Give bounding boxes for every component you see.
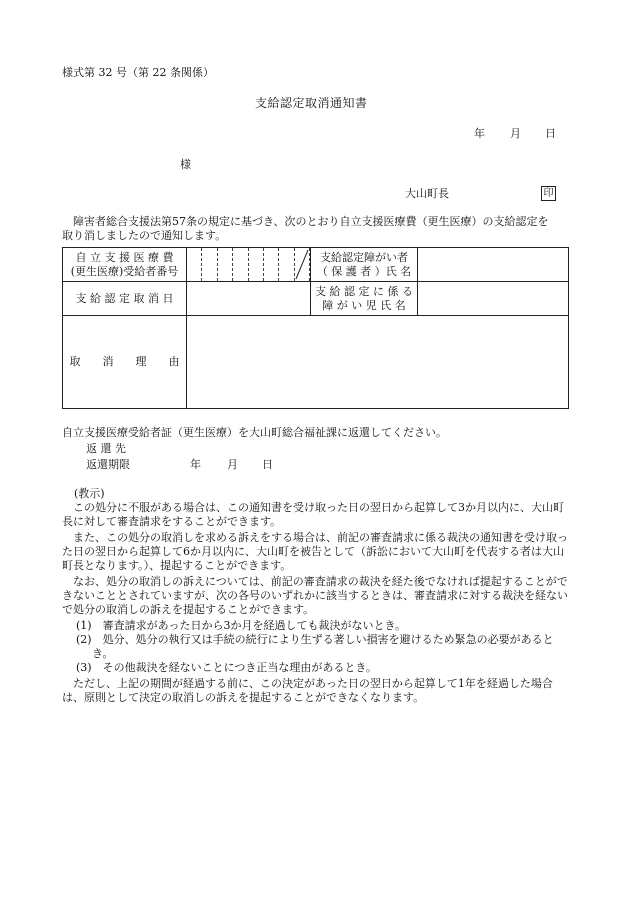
return-to-label: 返 還 先 <box>86 442 126 455</box>
date-year: 年 <box>474 127 485 140</box>
return-deadline-label: 返還期限 <box>86 458 130 471</box>
guardian-name-label <box>311 248 418 282</box>
recipient-no-cells <box>187 248 311 282</box>
guardian-name-value <box>418 248 569 282</box>
seal-mark: 印 <box>541 186 556 201</box>
diagonal-slash <box>187 248 311 281</box>
instruction-paragraph: この処分に不服がある場合は、この通知書を受け取った日の翌日から起算して3か月以内に、大山町長に対して審査請求をすることができます。 <box>62 501 564 528</box>
return-notice: 自立支援医療受給者証（更生医療）を大山町総合福祉課に返還してください。 <box>62 426 447 439</box>
instruction-body <box>62 501 570 705</box>
issuer: 大山町長 <box>405 187 449 200</box>
cancel-date-label: 支 給 認 定 取 消 日 <box>63 282 187 316</box>
label-line: 支給認定障がい者 <box>320 250 408 264</box>
cancel-date-value <box>187 282 311 316</box>
date-month: 月 <box>510 127 521 140</box>
child-name-label <box>311 282 418 316</box>
reason-value <box>187 316 569 409</box>
label-line: 自 立 支 援 医 療 費 <box>75 250 174 264</box>
deadline-day: 日 <box>262 458 273 471</box>
child-name-value <box>418 282 569 316</box>
label-line: 支 給 認 定 に 係 る <box>315 284 413 298</box>
recipient-no-label <box>63 248 187 282</box>
label-line: (更生医療)受給者番号 <box>70 264 179 278</box>
instruction-paragraph: また、この処分の取消しを求める訴えをする場合は、前記の審査請求に係る裁決の通知書を受け取った日の翌日から起算して6か月以内に、大山町を被告として（訴訟において大山町を代表する者は大山町長となります。）、提起することができます。 <box>62 531 568 572</box>
instruction-item: (2) 処分、処分の執行又は手続の続行により生ずる著しい損害を避けるため緊急の必要があるとき。 <box>76 633 554 660</box>
instruction-paragraph: なお、処分の取消しの訴えについては、前記の審査請求の裁決を経た後でなければ提起することができないこととされていますが、次の各号のいずれかに該当するときは、審査請求に対する裁決を経ないで処分の取消しの訴えを提起することができます。 <box>62 575 568 616</box>
reason-label: 取 消 理 由 <box>63 316 187 409</box>
addressee-suffix: 様 <box>180 158 191 171</box>
label-line: （ 保 護 者 ）氏 名 <box>316 264 412 278</box>
document-title: 支給認定取消通知書 <box>255 96 368 110</box>
label-line: 障 が い 児 氏 名 <box>322 298 406 312</box>
deadline-month: 月 <box>227 458 238 471</box>
intro-line: 障害者総合支援法第57条の規定に基づき、次のとおり自立支援医療費（更生医療）の支給認定を <box>73 215 549 228</box>
final-paragraph: ただし、上記の期間が経過する前に、この決定があった日の翌日から起算して1年を経過した場合は、原則として決定の取消しの訴えを提起することができなくなります。 <box>62 677 553 704</box>
instruction-item: (3) その他裁決を経ないことにつき正当な理由があるとき。 <box>76 661 377 674</box>
date-day: 日 <box>545 127 556 140</box>
instruction-item: (1) 審査請求があった日から3か月を経過しても裁決がないとき。 <box>76 619 407 632</box>
intro-text <box>62 215 574 243</box>
deadline-year: 年 <box>190 458 201 471</box>
instruction-heading: (教示) <box>74 487 105 500</box>
intro-line: 取り消しましたので通知します。 <box>62 229 227 242</box>
notice-table <box>62 247 569 409</box>
form-number: 様式第 32 号（第 22 条関係） <box>62 66 214 79</box>
